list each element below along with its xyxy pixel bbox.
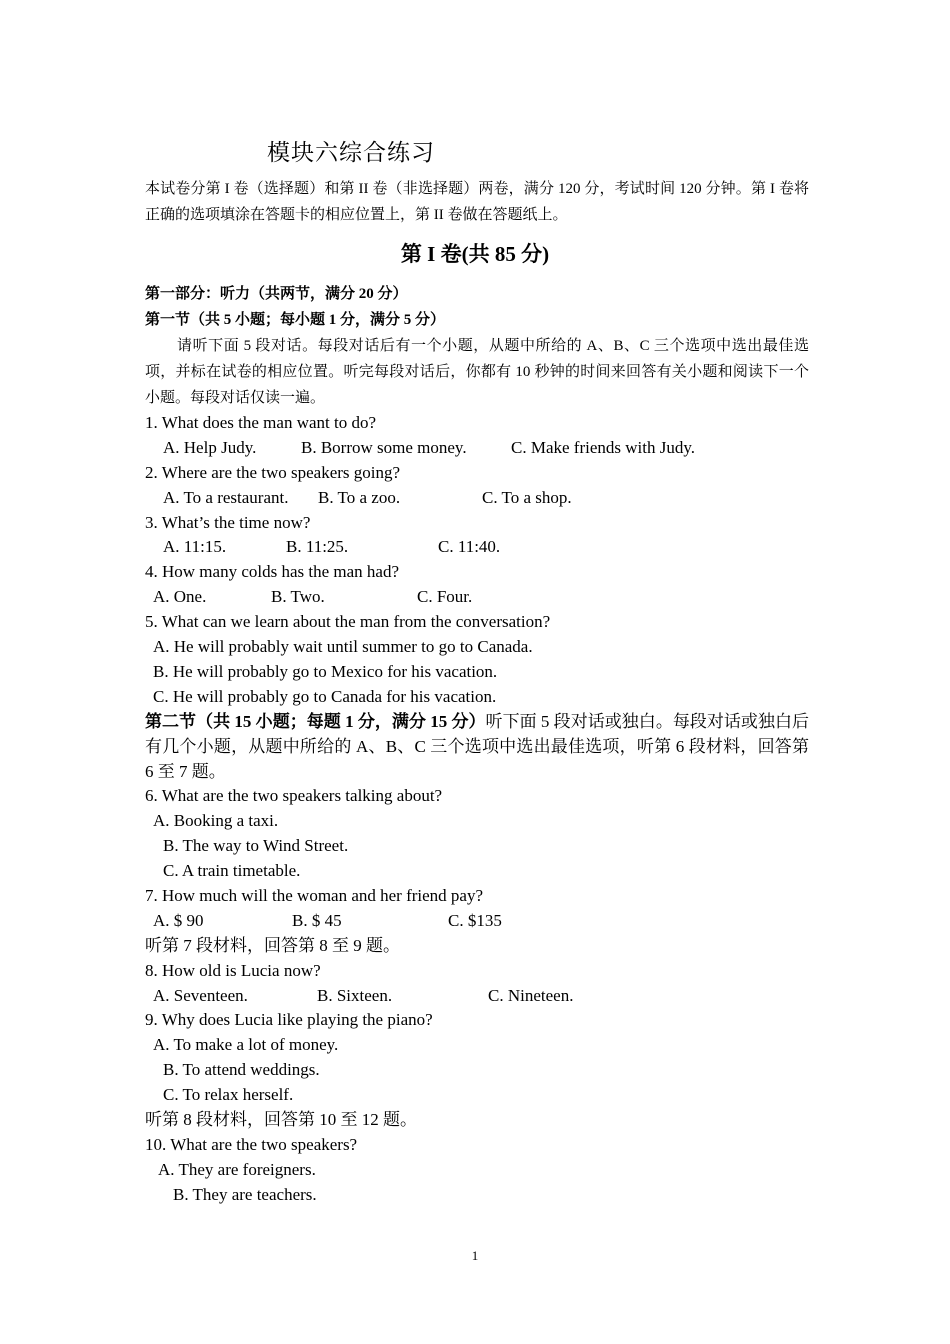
question-10: 10. What are the two speakers? bbox=[145, 1134, 358, 1154]
listen-instruction-8: 听第 8 段材料，回答第 10 至 12 题。 bbox=[145, 1109, 417, 1129]
question-2-options bbox=[145, 486, 809, 511]
question-8: 8. How old is Lucia now? bbox=[145, 960, 321, 980]
question-4: 4. How many colds has the man had? bbox=[145, 562, 399, 582]
question-6-option-b: B. The way to Wind Street. bbox=[163, 836, 349, 856]
question-9-option-a: A. To make a lot of money. bbox=[153, 1035, 339, 1055]
sec1-heading: 第一节（共 5 小题；每小题 1 分，满分 5 分） bbox=[145, 312, 446, 328]
question-3: 3. What’s the time now? bbox=[145, 512, 311, 532]
exam-content bbox=[145, 281, 809, 1208]
question-9-option-c: C. To relax herself. bbox=[163, 1085, 294, 1105]
option-b: B. To a zoo. bbox=[318, 487, 401, 507]
question-5-option-b: B. He will probably go to Mexico for his vacation. bbox=[153, 661, 498, 681]
question-7: 7. How much will the woman and her friend pay? bbox=[145, 885, 484, 905]
option-c: C. Nineteen. bbox=[488, 985, 574, 1005]
option-a: A. $ 90 bbox=[153, 910, 204, 930]
question-3-options bbox=[145, 535, 809, 560]
sec2-paragraph bbox=[145, 710, 809, 785]
question-10-option-b: B. They are teachers. bbox=[173, 1184, 317, 1204]
question-2: 2. Where are the two speakers going? bbox=[145, 462, 401, 482]
document-title: 模块六综合练习 bbox=[267, 140, 435, 166]
intro-paragraph: 本试卷分第 I 卷（选择题）和第 II 卷（非选择题）两卷，满分 120 分，考试时间 120 分钟。第 I 卷将正确的选项填涂在答题卡的相应位置上，第 II 卷做在答题纸上。 bbox=[145, 181, 809, 223]
sec1-instructions: 请听下面 5 段对话。每段对话后有一个小题，从题中所给的 A、B、C 三个选项中选出最佳选项，并标在试卷的相应位置。听完每段对话后，你都有 10 秒钟的时间来回答有关小题和阅读下一个小题。每段对话仅读一遍。 bbox=[145, 338, 809, 406]
section-title: 第 I 卷(共 85 分) bbox=[400, 242, 550, 266]
option-a: A. To a restaurant. bbox=[163, 487, 289, 507]
question-1-options bbox=[145, 436, 809, 461]
part1-heading: 第一部分：听力（共两节，满分 20 分） bbox=[145, 286, 408, 302]
option-a: A. One. bbox=[153, 587, 207, 607]
question-8-options bbox=[145, 984, 809, 1009]
question-1: 1. What does the man want to do? bbox=[145, 413, 377, 432]
sec2-text: 听下面 5 段对话或独白。每段对话或独白后有几个小题，从题中所给的 A、B、C 三个选项中选出最佳选项，听第 6 段材料，回答第 6 至 7 题。 bbox=[145, 711, 810, 781]
option-c: C. Four. bbox=[417, 587, 473, 607]
question-6-option-a: A. Booking a taxi. bbox=[153, 811, 279, 831]
question-9-option-b: B. To attend weddings. bbox=[163, 1060, 320, 1080]
option-a: A. Help Judy. bbox=[163, 437, 257, 457]
listen-instruction-7: 听第 7 段材料，回答第 8 至 9 题。 bbox=[145, 935, 400, 955]
option-b: B. Sixteen. bbox=[317, 985, 393, 1005]
option-b: B. Borrow some money. bbox=[301, 437, 467, 457]
question-9: 9. Why does Lucia like playing the piano? bbox=[145, 1010, 433, 1030]
option-c: C. 11:40. bbox=[438, 537, 501, 557]
option-b: B. Two. bbox=[271, 587, 325, 607]
question-10-option-a: A. They are foreigners. bbox=[158, 1159, 316, 1179]
page-number: 1 bbox=[471, 1248, 479, 1263]
option-c: C. To a shop. bbox=[482, 487, 572, 507]
option-c: C. Make friends with Judy. bbox=[511, 437, 695, 457]
question-5-option-a: A. He will probably wait until summer to go to Canada. bbox=[153, 637, 533, 657]
option-a: A. 11:15. bbox=[163, 537, 227, 557]
question-5-option-c: C. He will probably go to Canada for his vacation. bbox=[153, 686, 497, 706]
sec2-heading: 第二节（共 15 小题；每题 1 分，满分 15 分） bbox=[145, 711, 486, 731]
question-4-options bbox=[145, 585, 809, 610]
question-6: 6. What are the two speakers talking about? bbox=[145, 786, 443, 806]
question-7-options bbox=[145, 909, 809, 934]
question-6-option-c: C. A train timetable. bbox=[163, 861, 301, 881]
question-5: 5. What can we learn about the man from the conversation? bbox=[145, 612, 551, 632]
option-b: B. 11:25. bbox=[286, 537, 349, 557]
option-c: C. $135 bbox=[448, 910, 502, 930]
option-a: A. Seventeen. bbox=[153, 985, 248, 1005]
option-b: B. $ 45 bbox=[292, 910, 342, 930]
